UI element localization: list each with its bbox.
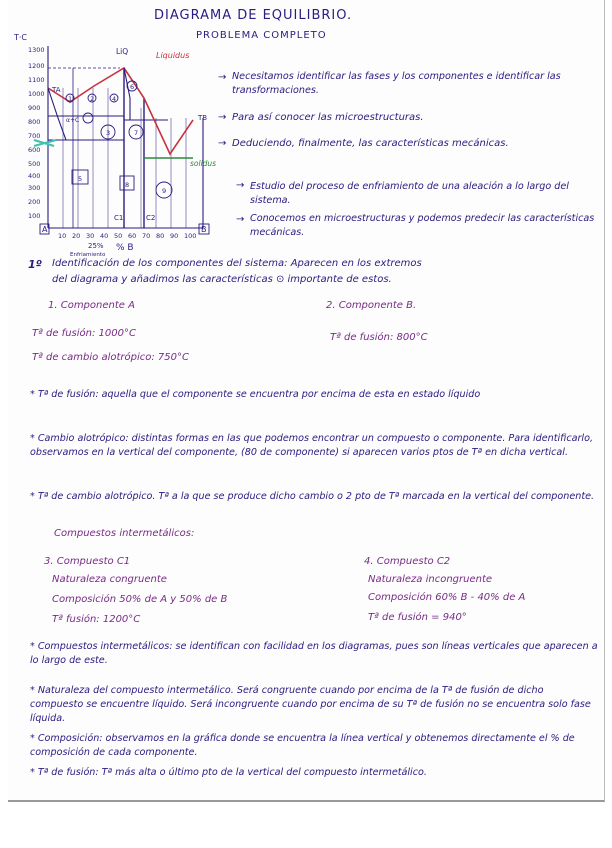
svg-text:6: 6 xyxy=(130,83,135,91)
pct-label: 25% xyxy=(88,242,104,250)
svg-text:600: 600 xyxy=(28,146,41,154)
phase-diagram xyxy=(8,28,217,260)
svg-text:60: 60 xyxy=(128,232,137,240)
section-line-2: del diagrama y añadimos las características ⊙ importante de estos. xyxy=(52,274,392,285)
bullet-tc-alotropico: * Tª de cambio alotrópico. Tª a la que se produce dicho cambio o 2 pto de Tª marcada en la vertical del componente. xyxy=(30,491,595,502)
note-2: Para así conocer las microestructuras. xyxy=(232,112,424,123)
svg-text:900: 900 xyxy=(28,104,41,112)
liquidus-label: Liquidus xyxy=(156,51,190,60)
note-1: Necesitamos identificar las fases y los componentes e identificar las transformaciones. xyxy=(232,71,561,96)
compound-c2-naturaleza: Naturaleza incongruente xyxy=(368,574,493,585)
compound-c2-fusion: Tª de fusión = 940° xyxy=(368,612,467,623)
compound-c1-composicion: Composición 50% de A y 50% de B xyxy=(52,594,228,605)
svg-text:1100: 1100 xyxy=(28,76,45,84)
section-line-1: Identificación de los componentes del sistema: Aparecen en los extremos xyxy=(52,258,422,269)
component-a-fusion: Tª de fusión: 1000°C xyxy=(32,328,136,339)
bullet-cambio-alotropico: * Cambio alotrópico: distintas formas en las que podemos encontrar un compuesto o componente. Para identificarlo, observamos en la vertical del componente, (80 de componente) si aparecen varios ptos de Tª en dicha vertical. xyxy=(30,433,594,458)
ta-label: TA xyxy=(52,86,61,94)
svg-text:1: 1 xyxy=(68,95,73,103)
component-b-heading: 2. Componente B. xyxy=(326,300,417,311)
svg-text:7: 7 xyxy=(134,129,139,137)
page-title: DIAGRAMA DE EQUILIBRIO. xyxy=(154,8,353,23)
notebook-page xyxy=(8,0,605,802)
intermetallic-heading: Compuestos intermetálicos: xyxy=(54,528,195,539)
c2-label: C2 xyxy=(146,214,156,222)
compound-c2-heading: 4. Compuesto C2 xyxy=(364,556,451,567)
svg-text:70: 70 xyxy=(142,232,151,240)
alpha-c-label: α+C xyxy=(66,117,80,124)
bullet-compuestos: * Compuestos intermetálicos: se identifican con facilidad en los diagramas, pues son líneas verticales que aparecen a lo largo de este. xyxy=(30,641,598,666)
corner-a-label: A xyxy=(42,225,48,234)
svg-text:10: 10 xyxy=(58,232,67,240)
bullet-tf: * Tª de fusión: Tª más alta o último pto de la vertical del compuesto intermetálico. xyxy=(30,767,427,778)
svg-text:5: 5 xyxy=(78,175,83,183)
svg-text:30: 30 xyxy=(86,232,95,240)
svg-text:1300: 1300 xyxy=(28,46,45,54)
y-axis-label: T·C xyxy=(14,33,28,42)
section-number: 1º xyxy=(28,258,42,271)
compound-c1-naturaleza: Naturaleza congruente xyxy=(52,574,167,585)
note-4-arrow: → xyxy=(236,180,245,191)
svg-text:1200: 1200 xyxy=(28,62,45,70)
svg-text:200: 200 xyxy=(28,198,41,206)
liq-label: LiQ xyxy=(116,47,129,56)
svg-text:40: 40 xyxy=(100,232,109,240)
svg-text:700: 700 xyxy=(28,132,41,140)
svg-text:100: 100 xyxy=(28,212,41,220)
svg-text:20: 20 xyxy=(72,232,81,240)
svg-text:8: 8 xyxy=(125,181,130,189)
x-ticks xyxy=(58,232,196,240)
y-ticks xyxy=(28,46,45,220)
svg-text:80: 80 xyxy=(156,232,165,240)
note-5-arrow: → xyxy=(236,214,245,225)
note-4: Estudio del proceso de enfriamiento de una aleación a lo largo del sistema. xyxy=(250,181,569,206)
component-a-heading: 1. Componente A xyxy=(48,300,135,311)
note-1-arrow: → xyxy=(218,72,227,83)
note-3: Deduciendo, finalmente, las características mecánicas. xyxy=(232,138,509,149)
page-subtitle: PROBLEMA COMPLETO xyxy=(196,30,327,41)
note-2-arrow: → xyxy=(218,112,227,123)
compound-c2-composicion: Composición 60% B - 40% de A xyxy=(368,592,526,603)
bullet-fusion: * Tª de fusión: aquella que el componente se encuentra por encima de esta en estado líquido xyxy=(30,389,481,400)
component-b-fusion: Tª de fusión: 800°C xyxy=(330,332,428,343)
solidus-label: solidus xyxy=(190,159,217,168)
compound-c1-fusion: Tª fusión: 1200°C xyxy=(52,614,141,625)
svg-text:9: 9 xyxy=(162,187,167,195)
svg-text:3: 3 xyxy=(106,129,111,137)
bullet-composicion: * Composición: observamos en la gráfica donde se encuentra la línea vertical y obtenemos directamente el % de composición de cada componente. xyxy=(30,733,575,758)
svg-text:100: 100 xyxy=(184,232,197,240)
component-a-cambio: Tª de cambio alotrópico: 750°C xyxy=(32,352,190,363)
corner-b-label: B xyxy=(201,225,207,234)
svg-text:4: 4 xyxy=(112,95,117,103)
note-5: Conocemos en microestructuras y podemos predecir las características mecánicas. xyxy=(250,213,595,238)
svg-text:500: 500 xyxy=(28,160,41,168)
x-axis-label: % B xyxy=(116,243,134,253)
svg-text:800: 800 xyxy=(28,118,41,126)
c1-label: C1 xyxy=(114,214,124,222)
enfriamiento-label: Enfriamiento xyxy=(70,252,106,258)
bullet-naturaleza: * Naturaleza del compuesto intermetálico. Será congruente cuando por encima de la Tª de fusión de dicho compuesto se encuentre líquido. Será incongruente cuando por encima de su Tª de fusión no se encuentra solo fase líquida. xyxy=(30,685,591,724)
svg-text:300: 300 xyxy=(28,184,41,192)
svg-text:400: 400 xyxy=(28,172,41,180)
note-3-arrow: → xyxy=(218,138,227,149)
compound-c1-heading: 3. Compuesto C1 xyxy=(44,556,131,567)
svg-text:50: 50 xyxy=(114,232,123,240)
tb-label: TB xyxy=(198,114,208,122)
svg-text:1000: 1000 xyxy=(28,90,45,98)
svg-text:2: 2 xyxy=(90,95,95,103)
svg-text:90: 90 xyxy=(170,232,179,240)
